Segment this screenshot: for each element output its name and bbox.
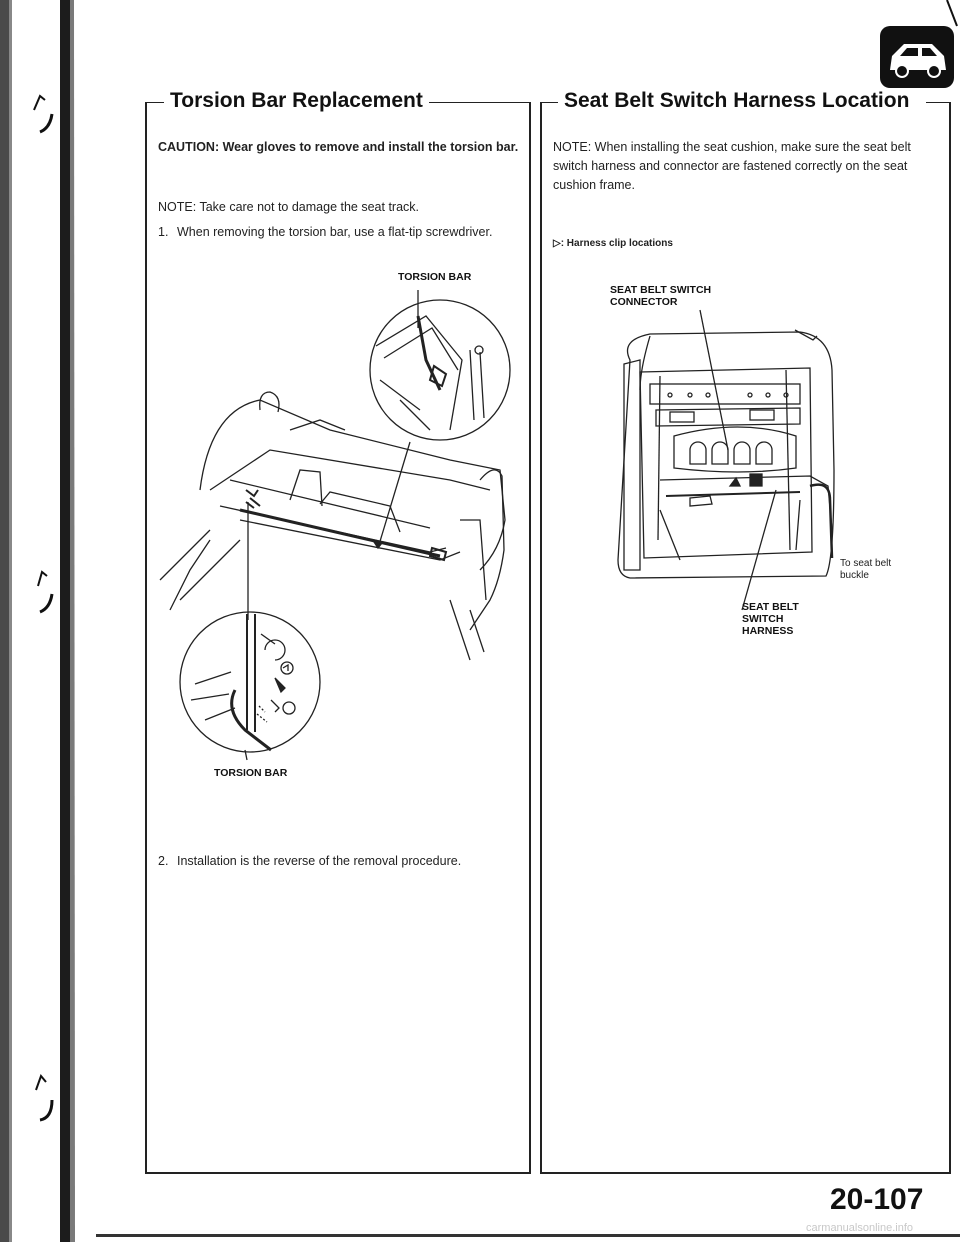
right-title-rule-left [540, 102, 558, 103]
right-section-title: Seat Belt Switch Harness Location [558, 89, 915, 113]
watermark: carmanualsonline.info [806, 1222, 914, 1234]
bottom-rule [96, 1234, 960, 1237]
note-text: NOTE: Take care not to damage the seat track. [158, 200, 420, 214]
left-section-title: Torsion Bar Replacement [164, 89, 429, 113]
step1-text: When removing the torsion bar, use a flat-tip screwdriver. [177, 225, 493, 239]
seat-cushion-frame-illustration [600, 300, 845, 620]
binding-edge [0, 0, 96, 1242]
page-number: 20-107 [830, 1183, 924, 1216]
torsion-bar-detail-circle [175, 610, 325, 760]
seat-belt-switch-harness-label: SEAT BELT SWITCH HARNESS [742, 601, 799, 637]
left-title-rule [145, 102, 165, 103]
car-section-icon [880, 26, 954, 88]
step2-number: 2. [158, 854, 169, 868]
step1-number: 1. [158, 225, 169, 239]
right-title-rule-right [926, 102, 949, 103]
right-note-text: NOTE: When installing the seat cushion, make sure the seat belt switch harness and connector are fastened correctly on the seat cushion frame. [553, 140, 911, 192]
seat-belt-switch-connector-label: SEAT BELT SWITCH CONNECTOR [610, 284, 712, 308]
to-seat-belt-buckle-label: To seat belt buckle [840, 558, 892, 581]
left-title-rule-right [420, 102, 529, 103]
torsion-bar-label-top: TORSION BAR [398, 271, 472, 283]
right-panel [540, 102, 951, 1174]
torsion-bar-label-bottom: TORSION BAR [214, 767, 288, 779]
caution-text: CAUTION: Wear gloves to remove and install the torsion bar. [158, 140, 519, 154]
harness-clip-legend: ▷: Harness clip locations [553, 238, 673, 249]
step2-text: Installation is the reverse of the removal procedure. [177, 854, 462, 868]
torsion-bar-illustration [150, 280, 525, 660]
corner-mark-icon [945, 0, 960, 30]
